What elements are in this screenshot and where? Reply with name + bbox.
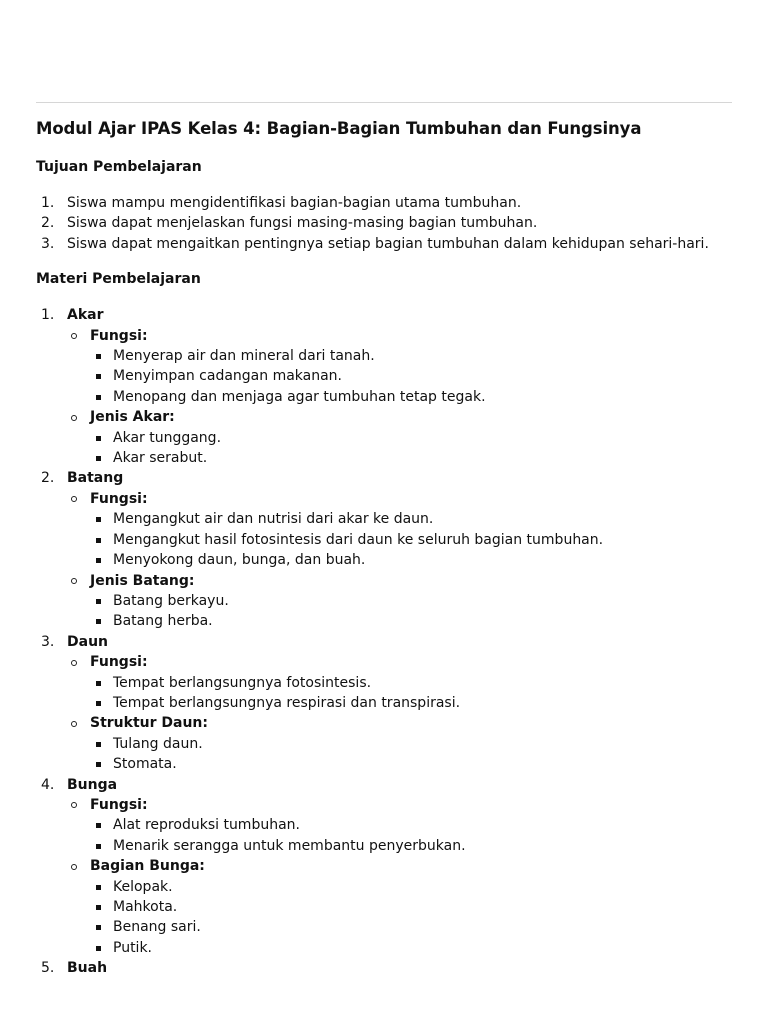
leaf-text: Menyimpan cadangan makanan. (113, 368, 343, 385)
circle-bullet-icon (71, 496, 77, 502)
leaf-item (90, 591, 736, 611)
circle-bullet-icon (71, 721, 77, 727)
sub-list (67, 326, 736, 469)
square-bullet-icon (96, 599, 101, 604)
leaf-text: Akar serabut. (113, 450, 208, 467)
group-label: Struktur Daun: (90, 715, 208, 732)
list-number: 1. (41, 195, 55, 211)
leaf-item (90, 387, 736, 407)
square-bullet-icon (96, 538, 101, 543)
materi-part (36, 958, 736, 978)
leaf-item (90, 673, 736, 693)
leaf-text: Putik. (113, 939, 153, 956)
materi-part (36, 775, 736, 959)
square-bullet-icon (96, 946, 101, 951)
square-bullet-icon (96, 681, 101, 686)
circle-bullet-icon (71, 660, 77, 666)
leaf-text: Batang berkayu. (113, 592, 229, 609)
leaf-list (90, 346, 736, 407)
leaf-text: Kelopak. (113, 878, 173, 895)
group-label: Jenis Batang: (90, 572, 195, 589)
group-label: Fungsi: (90, 796, 148, 813)
sub-item (67, 856, 736, 958)
part-name: Buah (67, 960, 108, 977)
circle-bullet-icon (71, 802, 77, 808)
part-name: Batang (67, 470, 124, 487)
group-label: Fungsi: (90, 490, 148, 507)
square-bullet-icon (96, 436, 101, 441)
square-bullet-icon (96, 558, 101, 563)
leaf-text: Menyerap air dan mineral dari tanah. (113, 348, 375, 365)
list-number: 5. (41, 960, 55, 977)
leaf-item (90, 693, 736, 713)
list-item (36, 234, 736, 254)
list-number: 2. (41, 215, 55, 232)
leaf-text: Tulang daun. (113, 735, 203, 752)
square-bullet-icon (96, 762, 101, 767)
leaf-item (90, 448, 736, 468)
materi-list (36, 305, 736, 978)
leaf-item (90, 366, 736, 386)
leaf-item (90, 815, 736, 835)
leaf-item (90, 550, 736, 570)
sub-list (67, 652, 736, 774)
leaf-item (90, 938, 736, 958)
leaf-item (90, 530, 736, 550)
part-name: Daun (67, 633, 109, 650)
leaf-item (90, 897, 736, 917)
group-label: Jenis Akar: (90, 409, 175, 426)
leaf-list (90, 877, 736, 959)
tujuan-list (36, 193, 736, 254)
list-number: 3. (41, 633, 55, 650)
leaf-text: Batang herba. (113, 613, 213, 630)
circle-bullet-icon (71, 333, 77, 339)
materi-part (36, 305, 736, 468)
leaf-text: Tempat berlangsungnya respirasi dan transpirasi. (113, 694, 461, 711)
sub-item (67, 652, 736, 713)
square-bullet-icon (96, 701, 101, 706)
materi-part (36, 632, 736, 775)
leaf-text: Mahkota. (113, 899, 178, 915)
square-bullet-icon (96, 374, 101, 379)
sub-item (67, 326, 736, 408)
leaf-text: Mengangkut hasil fotosintesis dari daun ke seluruh bagian tumbuhan. (113, 531, 604, 548)
square-bullet-icon (96, 823, 101, 828)
leaf-item (90, 611, 736, 631)
list-number: 3. (41, 235, 55, 252)
leaf-text: Menyokong daun, bunga, dan buah. (113, 552, 366, 569)
leaf-item (90, 754, 736, 774)
section-heading-tujuan: Tujuan Pembelajaran (36, 159, 202, 175)
leaf-item (90, 346, 736, 366)
square-bullet-icon (96, 742, 101, 747)
list-item-text: Siswa dapat mengaitkan pentingnya setiap bagian tumbuhan dalam kehidupan sehari-hari. (67, 235, 709, 252)
square-bullet-icon (96, 925, 101, 930)
part-name: Akar (67, 307, 104, 324)
part-name: Bunga (67, 776, 118, 793)
square-bullet-icon (96, 885, 101, 890)
sub-item (67, 489, 736, 571)
leaf-item (90, 428, 736, 448)
leaf-item (90, 836, 736, 856)
leaf-text: Menarik serangga untuk membantu penyerbukan. (113, 837, 466, 854)
circle-bullet-icon (71, 415, 77, 421)
group-label: Bagian Bunga: (90, 858, 205, 875)
section-heading-materi: Materi Pembelajaran (36, 271, 201, 288)
sub-list (67, 795, 736, 958)
square-bullet-icon (96, 354, 101, 359)
leaf-text: Akar tunggang. (113, 429, 222, 446)
leaf-text: Mengangkut air dan nutrisi dari akar ke daun. (113, 511, 434, 528)
leaf-item (90, 877, 736, 897)
square-bullet-icon (96, 456, 101, 461)
leaf-list (90, 815, 736, 856)
leaf-text: Stomata. (113, 756, 177, 773)
group-label: Fungsi: (90, 327, 148, 344)
list-number: 1. (41, 307, 55, 324)
materi-part (36, 468, 736, 631)
sub-item (67, 795, 736, 856)
list-item (36, 213, 736, 233)
list-item (36, 193, 736, 213)
sub-item (67, 713, 736, 774)
list-item-text: Siswa dapat menjelaskan fungsi masing-masing bagian tumbuhan. (67, 215, 538, 232)
leaf-list (90, 734, 736, 775)
group-label: Fungsi: (90, 654, 148, 671)
leaf-list (90, 509, 736, 570)
sub-item (67, 571, 736, 632)
leaf-item (90, 917, 736, 937)
top-divider (36, 102, 732, 103)
circle-bullet-icon (71, 864, 77, 870)
circle-bullet-icon (71, 578, 77, 584)
leaf-list (90, 673, 736, 714)
list-number: 2. (41, 470, 55, 487)
square-bullet-icon (96, 619, 101, 624)
sub-list (67, 489, 736, 632)
leaf-list (90, 428, 736, 469)
leaf-item (90, 734, 736, 754)
leaf-text: Tempat berlangsungnya fotosintesis. (113, 674, 372, 691)
leaf-item (90, 509, 736, 529)
document-body (36, 116, 736, 979)
square-bullet-icon (96, 517, 101, 522)
leaf-text: Alat reproduksi tumbuhan. (113, 817, 300, 834)
sub-item (67, 407, 736, 468)
document-title: Modul Ajar IPAS Kelas 4: Bagian-Bagian Tumbuhan dan Fungsinya (36, 119, 642, 138)
square-bullet-icon (96, 844, 101, 849)
leaf-text: Benang sari. (113, 919, 201, 936)
square-bullet-icon (96, 395, 101, 400)
square-bullet-icon (96, 905, 101, 910)
leaf-text: Menopang dan menjaga agar tumbuhan tetap tegak. (113, 388, 486, 405)
list-number: 4. (41, 776, 55, 793)
leaf-list (90, 591, 736, 632)
list-item-text: Siswa mampu mengidentifikasi bagian-bagian utama tumbuhan. (67, 195, 522, 211)
